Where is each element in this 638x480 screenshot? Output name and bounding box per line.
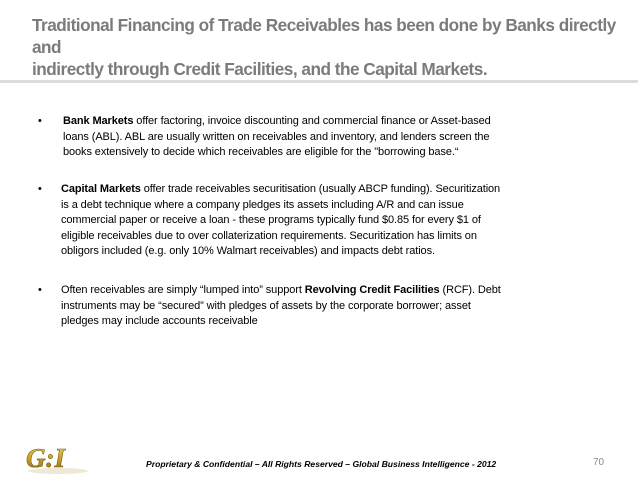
bullet-line: pledges may include accounts receivable	[61, 315, 258, 328]
gbi-logo	[24, 441, 94, 475]
bullet-line: books extensively to decide which receivables are eligible for the "borrowing base.“	[63, 146, 459, 159]
bullet-line: loans (ABL). ABL are usually written on receivables and inventory, and lenders screen the	[63, 130, 490, 143]
bullet-text: (RCF). Debt	[439, 284, 501, 296]
bullet-line: instruments may be “secured” with pledges of assets by the corporate borrower; asset	[61, 299, 471, 312]
bullet-marker: •	[38, 115, 42, 127]
bullet-text: offer factoring, invoice discounting and commercial finance or Asset-based	[133, 115, 491, 127]
bullet-line	[63, 114, 603, 130]
bullet-line: obligors included (e.g. only 10% Walmart receivables) and impacts debt ratios.	[61, 245, 435, 258]
slide-title	[32, 14, 622, 80]
bullet-line	[61, 283, 601, 299]
bullet-marker: •	[38, 183, 42, 195]
bullet-line	[61, 182, 601, 198]
bullet-text: offer trade receivables securitisation (usually ABCP funding). Securitization	[140, 183, 501, 195]
bullet-text: Often receivables are simply “lumped into” support	[61, 284, 305, 296]
gbi-logo-icon	[24, 441, 94, 475]
bullet-line: commercial paper or receive a loan - these programs typically fund $0.85 for every $1 of	[61, 214, 481, 227]
bullet-heading: Bank Markets	[63, 115, 134, 127]
title-divider	[0, 80, 638, 83]
confidentiality-notice: Proprietary & Confidential – All Rights Reserved – Global Business Intelligence - 2012	[146, 459, 497, 469]
slide-title-line-1: Traditional Financing of Trade Receivables has been done by Banks directly and	[32, 15, 616, 57]
bullet-marker: •	[38, 284, 42, 296]
page-number: 70	[593, 457, 605, 468]
gbi-logo-letters: G:I	[26, 443, 65, 473]
bullet-line: is a debt technique where a company pledges its assets including A/R and can issue	[61, 198, 464, 211]
slide-title-line-2: indirectly through Credit Facilities, and the Capital Markets.	[32, 59, 488, 79]
bullet-line: eligible receivables due to over collaterization requirements. Securitization has limits on	[61, 229, 477, 242]
bullet-heading: Revolving Credit Facilities	[304, 284, 440, 296]
bullet-heading: Capital Markets	[61, 183, 141, 195]
